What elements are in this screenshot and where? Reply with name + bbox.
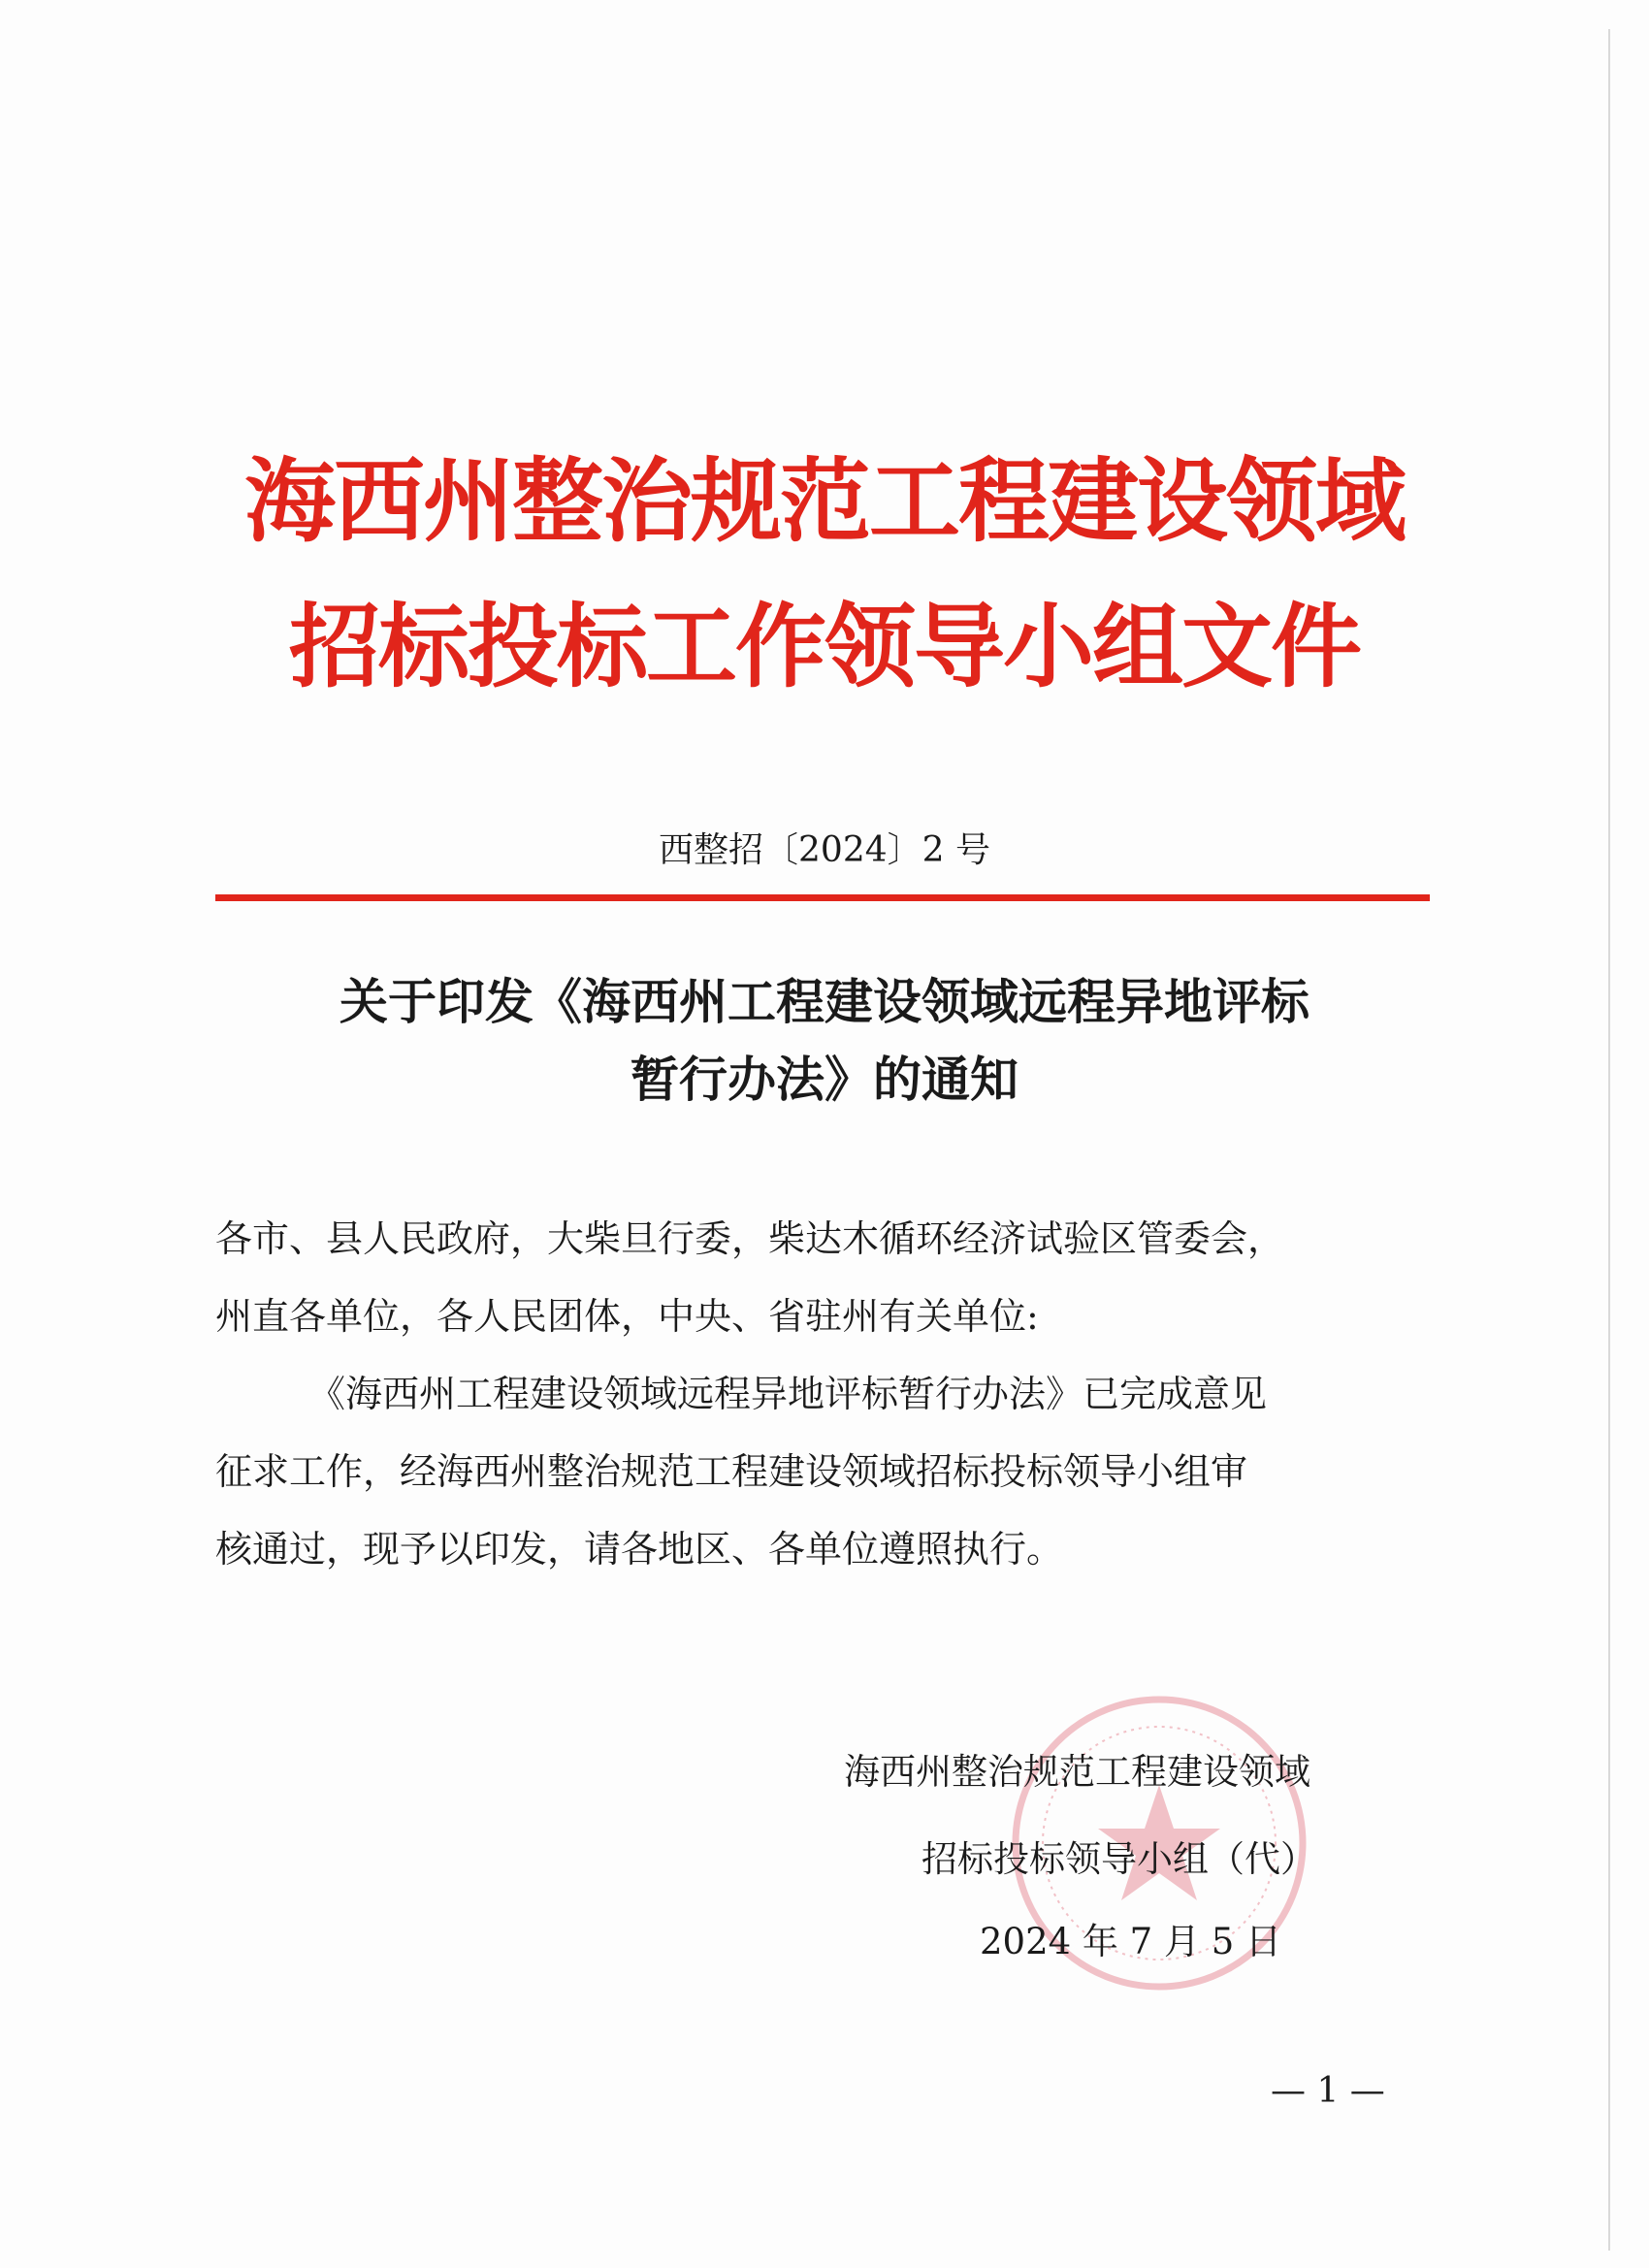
- header-title-line1: 海西州整治规范工程建设领域: [243, 448, 1405, 555]
- body-line-3: 《海西州工程建设领域远程异地评标暂行办法》已完成意见: [308, 1373, 1268, 1415]
- document-number: 西整招〔2024〕2 号: [659, 830, 990, 870]
- notice-title-line1: 关于印发《海西州工程建设领域远程异地评标: [340, 973, 1310, 1030]
- body-line-1: 各市、县人民政府，大柴旦行委，柴达木循环经济试验区管委会，: [215, 1217, 1285, 1260]
- red-separator-line: [215, 894, 1430, 901]
- signature-org-line2: 招标投标领导小组（代）: [922, 1838, 1316, 1880]
- body-line-5: 核通过，现予以印发，请各地区、各单位遵照执行。: [215, 1528, 1064, 1571]
- signature-date: 2024 年 7 月 5 日: [980, 1921, 1282, 1962]
- body-line-2: 州直各单位，各人民团体，中央、省驻州有关单位:: [215, 1295, 1039, 1338]
- signature-org-line1: 海西州整治规范工程建设领域: [844, 1751, 1310, 1793]
- page-number: — 1 —: [1271, 2071, 1385, 2111]
- header-title-line2: 招标投标工作领导小组文件: [288, 594, 1360, 700]
- notice-title-line2: 暂行办法》的通知: [630, 1051, 1018, 1108]
- body-line-4: 征求工作，经海西州整治规范工程建设领域招标投标领导小组审: [215, 1450, 1248, 1493]
- page-edge: [1608, 29, 1610, 2251]
